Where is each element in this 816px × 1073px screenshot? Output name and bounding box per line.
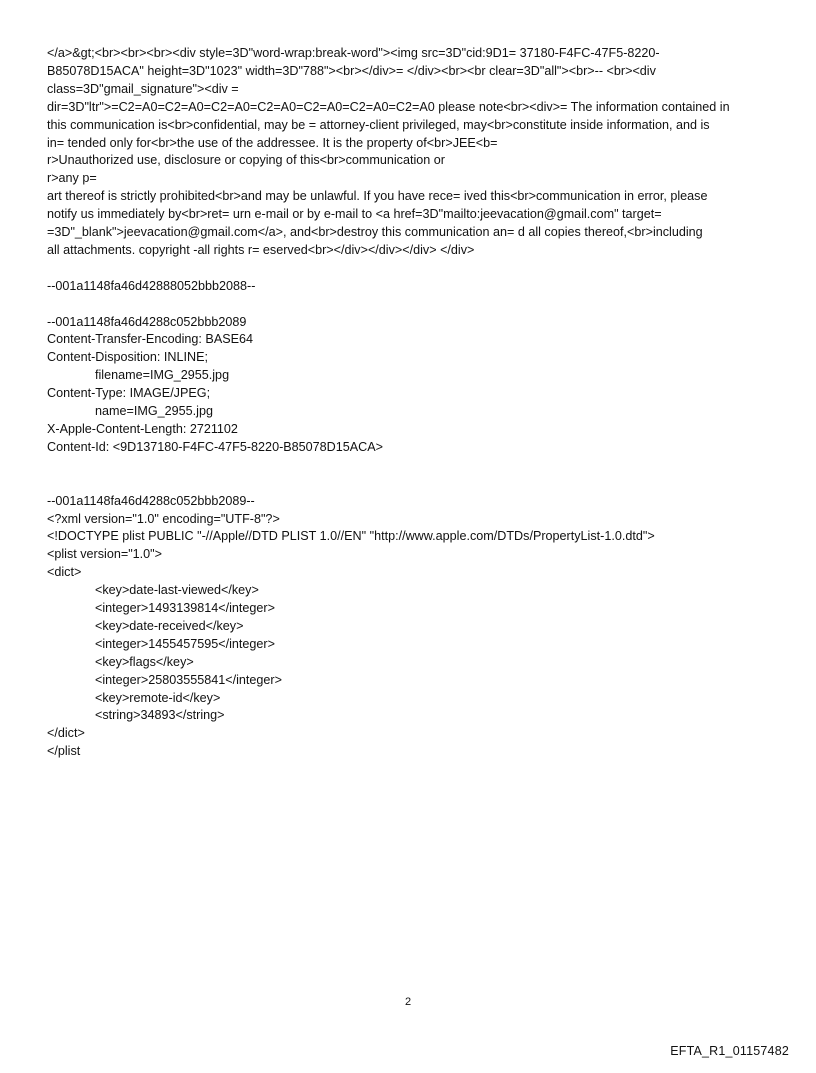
mime-header: Content-Disposition: INLINE; — [47, 350, 208, 365]
mime-boundary: --001a1148fa46d4288c052bbb2089 — [47, 314, 247, 329]
html-line: r>Unauthorized use, disclosure or copying of this<br>communication or — [47, 153, 445, 168]
html-line: </a>&gt;<br><br><br><div style=3D"word-wrap:break-word"><img src=3D"cid:9D1= 37180-F4FC-47F5-8220- — [47, 46, 660, 60]
plist-line: <key>date-received</key> — [95, 618, 244, 633]
plist-line: <plist version="1.0"> — [47, 547, 163, 562]
html-line: class=3D"gmail_signature"><div = — [47, 81, 239, 96]
html-line: B85078D15ACA" height=3D"1023" width=3D"788"><br></div>= </div><br><br clear=3D"all"><br>-- <br><div — [47, 63, 656, 78]
html-line: this communication is<br>confidential, may be = attorney-client privileged, may<br>constitute inside information, and is — [47, 117, 710, 132]
plist-line: <integer>1493139814</integer> — [95, 601, 275, 616]
mime-boundary-end: --001a1148fa46d42888052bbb2088-- — [47, 278, 256, 293]
plist-line: <key>flags</key> — [95, 654, 194, 669]
mime-header-param: filename=IMG_2955.jpg — [95, 368, 230, 383]
plist-line: <integer>1455457595</integer> — [95, 636, 275, 651]
html-line: all attachments. copyright -all rights r= eserved<br></div></div></div> </div> — [47, 242, 475, 257]
plist-line: <string>34893</string> — [95, 708, 225, 723]
html-line: in= tended only for<br>the use of the addressee. It is the property of<br>JEE<b= — [47, 135, 498, 150]
mime-header: X-Apple-Content-Length: 2721102 — [47, 422, 238, 436]
mime-boundary-end: --001a1148fa46d4288c052bbb2089-- — [47, 493, 255, 508]
html-line: =3D"_blank">jeevacation@gmail.com</a>, and<br>destroy this communication an= d all copies thereof,<br>including — [47, 225, 703, 240]
plist-line: <?xml version="1.0" encoding="UTF-8"?> — [47, 511, 280, 526]
html-line: art thereof is strictly prohibited<br>and may be unlawful. If you have rece= ived this<br>communication in error, please — [47, 189, 708, 204]
html-line: notify us immediately by<br>ret= urn e-mail or by e-mail to <a href=3D"mailto:jeevacation@gmail.com" target= — [47, 207, 662, 222]
mime-header: Content-Type: IMAGE/JPEG; — [47, 386, 211, 401]
plist-line: <!DOCTYPE plist PUBLIC "-//Apple//DTD PLIST 1.0//EN" "http://www.apple.com/DTDs/PropertyList-1.0.dtd"> — [47, 529, 655, 544]
plist-line: </dict> — [47, 726, 85, 741]
html-line: r>any p= — [47, 171, 97, 186]
document-body — [47, 45, 772, 761]
bates-number: EFTA_R1_01157482 — [670, 1044, 789, 1058]
page-number: 2 — [404, 996, 412, 1008]
html-line: dir=3D"ltr">=C2=A0=C2=A0=C2=A0=C2=A0=C2=A0=C2=A0=C2=A0 please note<br><div>= The information contained in — [47, 99, 730, 114]
plist-line: <dict> — [47, 565, 82, 580]
mime-header: Content-Transfer-Encoding: BASE64 — [47, 332, 254, 347]
plist-line: </plist — [47, 744, 81, 759]
mime-header-param: name=IMG_2955.jpg — [95, 404, 213, 419]
plist-line: <key>date-last-viewed</key> — [95, 583, 259, 598]
plist-line: <key>remote-id</key> — [95, 690, 221, 705]
plist-line: <integer>25803555841</integer> — [95, 672, 282, 687]
mime-header: Content-Id: <9D137180-F4FC-47F5-8220-B85078D15ACA> — [47, 439, 384, 454]
